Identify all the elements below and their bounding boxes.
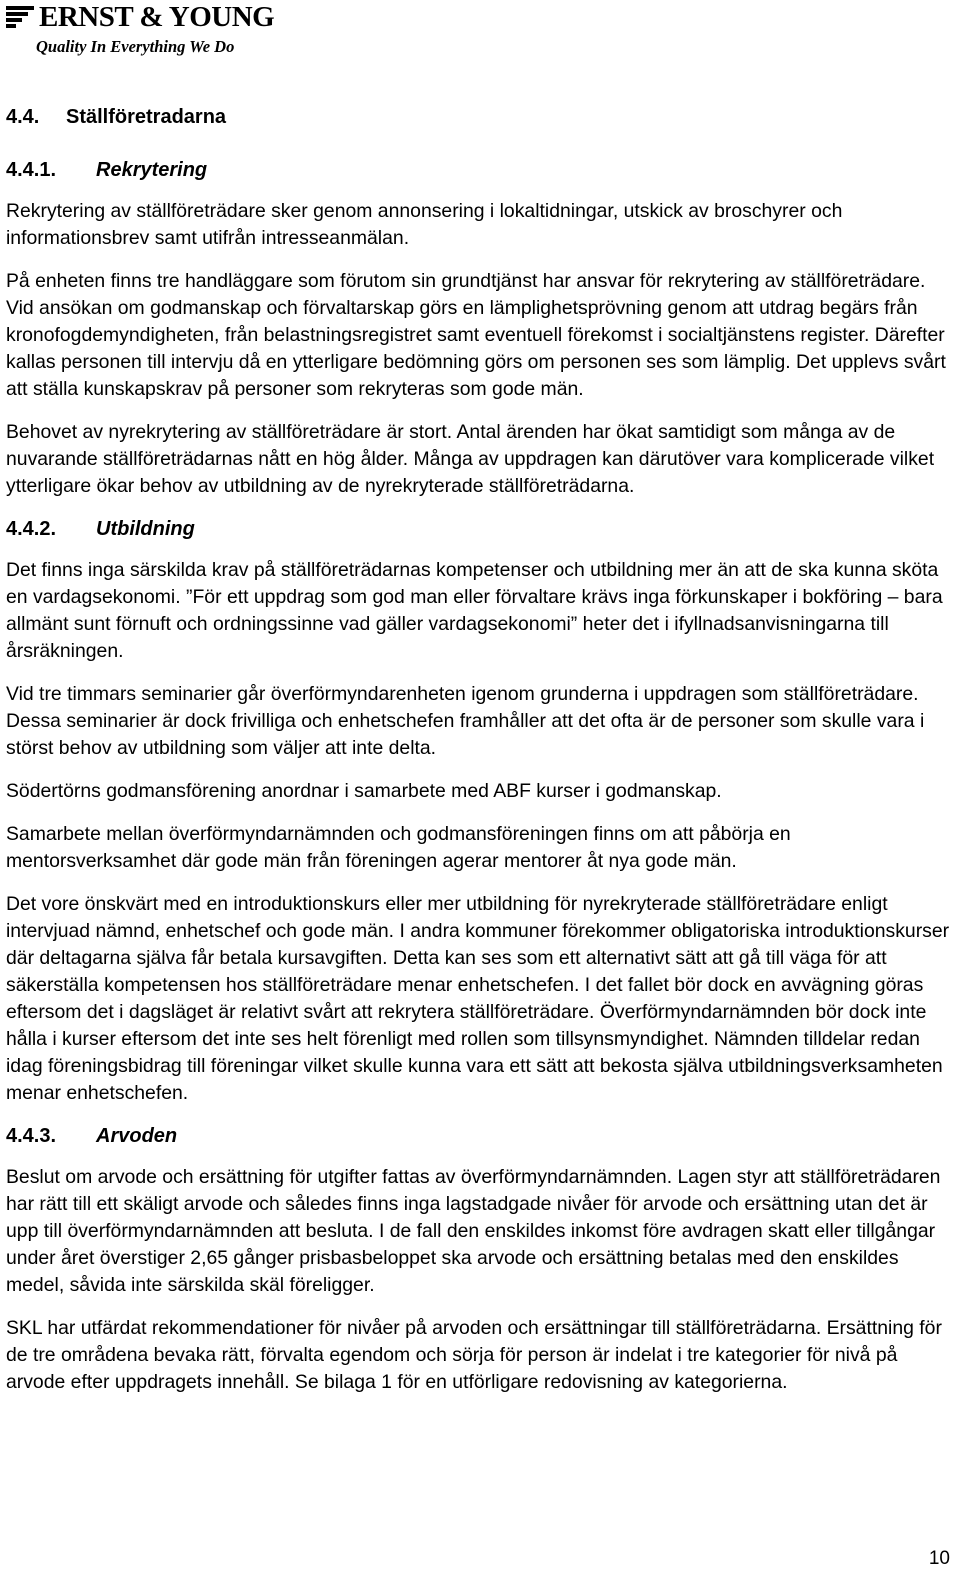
subsection-utbildning: [6, 516, 950, 1107]
paragraph: Södertörns godmansförening anordnar i samarbete med ABF kurser i godmanskap.: [6, 780, 722, 802]
paragraph: Det finns inga särskilda krav på ställföreträdarnas kompetenser och utbildning mer än att de ska kunna sköta en vardagsekonomi. ”För ett uppdrag som god man eller förvaltare krävs inga förkunskaper i bokföring – bara allmänt sunt förnuft och ordningssinne vad gäller vardagsekonomi” heter det i ifyllnadsanvisningarna till årsräkningen.: [6, 559, 943, 662]
subsection-number: 4.4.1.: [6, 159, 57, 181]
section-heading: [6, 104, 950, 131]
brand-name: ERNST & YOUNG: [39, 1, 275, 33]
logo-bars-icon: [6, 6, 34, 28]
subsection-heading: [6, 1123, 950, 1150]
section-title: Ställföretradarna: [66, 106, 227, 128]
subsection-number: 4.4.3.: [6, 1125, 57, 1147]
paragraph: Rekrytering av ställföreträdare sker genom annonsering i lokaltidningar, utskick av broschyrer och informationsbrev samt utifrån intresseanmälan.: [6, 200, 843, 249]
subsection-number: 4.4.2.: [6, 518, 57, 540]
page-number: 10: [928, 1548, 950, 1569]
paragraph: Vid tre timmars seminarier går överförmyndarenheten igenom grunderna i uppdragen som ställföreträdare. Dessa seminarier är dock frivilliga och enhetschefen framhåller att det ofta är de personer som skulle vara i störst behov av utbildning som väljer att inte delta.: [6, 683, 925, 759]
subsection-rekrytering: [6, 157, 950, 500]
subsection-heading: [6, 157, 950, 184]
subsection-title: Arvoden: [96, 1125, 178, 1147]
paragraph: Beslut om arvode och ersättning för utgifter fattas av överförmyndarnämnden. Lagen styr att ställföreträdaren har rätt till ett skäligt arvode och således finns inga lagstadgade nivåer för arvode och ersättning utan det är upp till överförmyndarnämnden att besluta. I de fall den enskildes inkomst före avdragen skatt eller tillgångar under året överstiger 2,65 gånger prisbasbeloppet ska arvode och ersättning betalas med den enskildes medel, såvida inte särskilda skäl föreligger.: [6, 1166, 941, 1296]
ernst-young-logo: [6, 1, 275, 60]
paragraph: På enheten finns tre handläggare som förutom sin grundtjänst har ansvar för rekrytering av ställföreträdare. Vid ansökan om godmanskap och förvaltarskap görs en lämplighetsprövning genom att utdrag begärs från kronofogdemyndigheten, från belastningsregistret samt eventuell förekomst i socialtjänstens register. Därefter kallas personen till intervju då en ytterligare bedömning görs om personen ses som lämplig. Det upplevs svårt att ställa kunskapskrav på personer som rekryteras som gode män.: [6, 270, 946, 400]
paragraph: SKL har utfärdat rekommendationer för nivåer på arvoden och ersättningar till ställföreträdarna. Ersättning för de tre områdena bevaka rätt, förvalta egendom och sörja för person är indelat i tre kategorier för nivå på arvode efter uppdragets innehåll. Se bilaga 1 för en utförligare redovisning av kategorierna.: [6, 1317, 942, 1393]
brand-tagline: Quality In Everything We Do: [36, 37, 235, 56]
paragraph: Samarbete mellan överförmyndarnämnden och godmansföreningen finns om att påbörja en mentorsverksamhet där gode män från föreningen agerar mentorer åt nya gode män.: [6, 823, 791, 872]
section-number: 4.4.: [6, 106, 40, 128]
subsection-title: Utbildning: [96, 518, 195, 540]
paragraph: Behovet av nyrekrytering av ställföreträdare är stort. Antal ärenden har ökat samtidigt som många av de nuvarande ställföreträdarnas nått en hög ålder. Många av uppdragen kan därutöver vara komplicerade vilket ytterligare ökar behov av utbildning av de nyrekryterade ställföreträdarna.: [6, 421, 935, 497]
paragraph: Det vore önskvärt med en introduktionskurs eller mer utbildning för nyrekryterade ställföreträdare enligt intervjuad nämnd, enhetschef och gode män. I andra kommuner förekommer obligatoriska introduktionskurser där deltagarna själva får betala kursavgiften. Detta kan ses som ett alternativt sätt att gå till väga för att säkerställa kompetensen hos ställföreträdare menar enhetschefen. I det fallet bör dock en avvägning göras eftersom det i dagsläget är relativt svårt att rekrytera ställföreträdare. Överförmyndarnämnden bör dock inte hålla i kurser eftersom det inte ses helt förenligt med rollen som tillsynsmyndighet. Nämnden tilldelar redan idag föreningsbidrag till föreningar vilket skulle kunna vara ett sätt att bekosta själva utbildningsverksamheten menar enhetschefen.: [6, 893, 950, 1104]
subsection-arvoden: [6, 1123, 950, 1396]
subsection-heading: [6, 516, 950, 543]
subsection-title: Rekrytering: [96, 159, 208, 181]
document-body: [6, 104, 950, 1412]
